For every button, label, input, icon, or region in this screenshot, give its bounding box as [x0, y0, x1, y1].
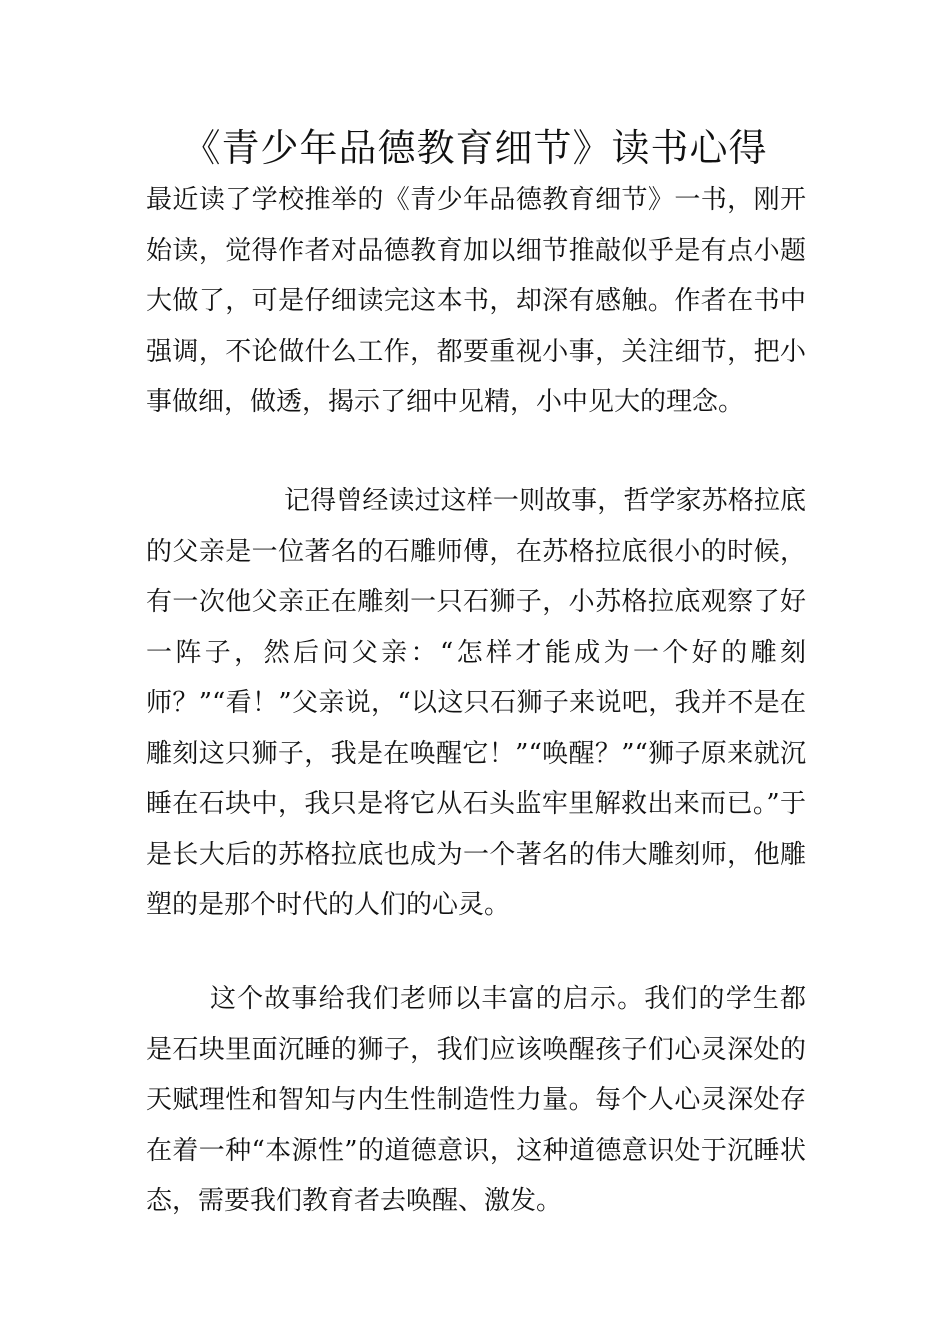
paragraph-story: 记得曾经读过这样一则故事，哲学家苏格拉底的父亲是一位著名的石雕师傅，在苏格拉底很小的时候，有一次他父亲正在雕刻一只石狮子，小苏格拉底观察了好一阵子，然后问父亲：“怎样才能成为一个好的雕刻师？”“看！”父亲说，“以这只石狮子来说吧，我并不是在雕刻这只狮子，我是在唤醒它！”“唤醒？”“狮子原来就沉睡在石块中，我只是将它从石头监牢里解救出来而已。”于是长大后的苏格拉底也成为一个著名的伟大雕刻师，他雕塑的是那个时代的人们的心灵。 [146, 486, 806, 920]
paragraph-intro: 最近读了学校推举的《青少年品德教育细节》一书，刚开始读，觉得作者对品德教育加以细节推敲似乎是有点小题大做了，可是仔细读完这本书，却深有感触。作者在书中强调，不论做什么工作，都要重视小事，关注细节，把小事做细，做透，揭示了细中见精，小中见大的理念。 [146, 185, 806, 417]
document-title: 《青少年品德教育细节》读书心得 [182, 126, 768, 170]
paragraph-reflection: 这个故事给我们老师以丰富的启示。我们的学生都是石块里面沉睡的狮子，我们应该唤醒孩子们心灵深处的天赋理性和智知与内生性制造性力量。每个人心灵深处存在着一种“本源性”的道德意识，这种道德意识处于沉睡状态，需要我们教育者去唤醒、激发。 [146, 984, 806, 1216]
